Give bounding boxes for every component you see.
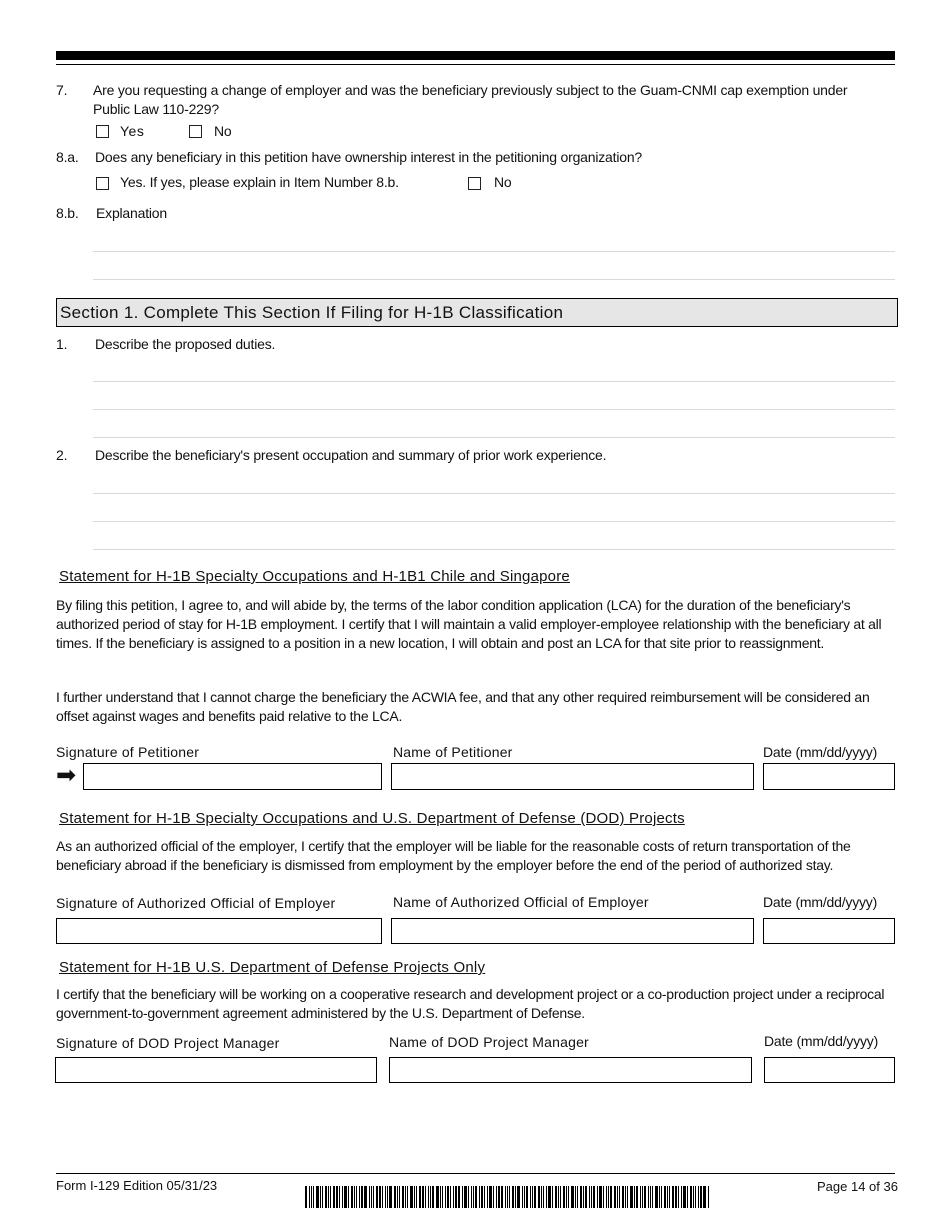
s1-q1-question: Describe the proposed duties. bbox=[95, 336, 276, 352]
s1-q2-answer-line[interactable] bbox=[93, 521, 895, 522]
q8a-number: 8.a. bbox=[56, 149, 79, 165]
q8b-label: Explanation bbox=[96, 205, 167, 221]
s1-q1-number: 1. bbox=[56, 336, 68, 352]
q7-no-label: No bbox=[214, 123, 232, 139]
q8a-yes-checkbox[interactable] bbox=[96, 177, 109, 190]
q8a-question: Does any beneficiary in this petition have ownership interest in the petitioning organization? bbox=[95, 149, 642, 165]
petitioner-signature-label: Signature of Petitioner bbox=[56, 744, 200, 760]
official-date-label: Date (mm/dd/yyyy) bbox=[763, 894, 878, 910]
top-rule-thin bbox=[56, 64, 895, 65]
s1-q2-question: Describe the beneficiary's present occupation and summary of prior work experience. bbox=[95, 447, 607, 463]
s1-q1-answer-line[interactable] bbox=[93, 437, 895, 438]
q7-question-line2: Public Law 110-229? bbox=[93, 101, 219, 117]
official-name-label: Name of Authorized Official of Employer bbox=[393, 894, 649, 910]
q7-question-line1: Are you requesting a change of employer and was the beneficiary previously subject to the Guam-CNMI cap exemption under bbox=[93, 82, 848, 98]
statement-2-paragraph: As an authorized official of the employer, I certify that the employer will be liable for the reasonable costs of return transportation of the beneficiary abroad if the beneficiary is dismissed from employment by the employer before the end of the period of authorized stay. bbox=[56, 838, 851, 873]
official-name-field[interactable] bbox=[391, 918, 754, 944]
top-rule-thick bbox=[56, 51, 895, 60]
s1-q1-answer-line[interactable] bbox=[93, 381, 895, 382]
s1-q1-answer-line[interactable] bbox=[93, 409, 895, 410]
q8b-answer-line[interactable] bbox=[93, 279, 895, 280]
q8a-no-label: No bbox=[494, 174, 512, 190]
statement-3-paragraph: I certify that the beneficiary will be working on a cooperative research and development project or a co-production project under a reciprocal government-to-government agreement administered by the U.S. Department of Defense. bbox=[56, 986, 885, 1021]
footer-form-edition: Form I-129 Edition 05/31/23 bbox=[56, 1178, 218, 1193]
sign-here-arrow-icon: ➡ bbox=[56, 762, 77, 789]
petitioner-date-label: Date (mm/dd/yyyy) bbox=[763, 744, 878, 760]
q7-number: 7. bbox=[56, 82, 68, 98]
s1-q2-answer-line[interactable] bbox=[93, 493, 895, 494]
q7-yes-checkbox[interactable] bbox=[96, 125, 109, 138]
dod-manager-name-label: Name of DOD Project Manager bbox=[389, 1034, 589, 1050]
petitioner-signature-field[interactable] bbox=[83, 763, 382, 790]
petitioner-name-field[interactable] bbox=[391, 763, 754, 790]
official-signature-label: Signature of Authorized Official of Employer bbox=[56, 895, 336, 911]
statement-h1b-dod-title: Statement for H-1B Specialty Occupations and U.S. Department of Defense (DOD) Projects bbox=[59, 810, 685, 827]
barcode-image bbox=[305, 1186, 713, 1208]
q8a-no-checkbox[interactable] bbox=[468, 177, 481, 190]
official-signature-field[interactable] bbox=[56, 918, 382, 944]
q7-yes-label: Yes bbox=[120, 123, 145, 139]
statement-h1b-chile-singapore-title: Statement for H-1B Specialty Occupations and H-1B1 Chile and Singapore bbox=[59, 568, 570, 585]
statement-1-paragraph-2: I further understand that I cannot charge the beneficiary the ACWIA fee, and that any other required reimbursement will be considered an offset against wages and benefits paid relative to the LCA. bbox=[56, 689, 870, 724]
q7-no-checkbox[interactable] bbox=[189, 125, 202, 138]
dod-manager-name-field[interactable] bbox=[389, 1057, 752, 1083]
dod-manager-date-label: Date (mm/dd/yyyy) bbox=[764, 1033, 879, 1049]
statement-dod-only-title: Statement for H-1B U.S. Department of Defense Projects Only bbox=[59, 959, 486, 976]
footer-page-number: Page 14 of 36 bbox=[817, 1179, 898, 1194]
dod-manager-signature-field[interactable] bbox=[55, 1057, 377, 1083]
statement-1-paragraph-1: By filing this petition, I agree to, and will abide by, the terms of the labor condition application (LCA) for the duration of the beneficiary's authorized period of stay for H-1B employment. I certify that I will maintain a valid employer-employee relationship with the beneficiary at all times. If the beneficiary is assigned to a position in a new location, I will obtain and post an LCA for that site prior to reassignment. bbox=[56, 597, 882, 651]
petitioner-date-field[interactable] bbox=[763, 763, 895, 790]
official-date-field[interactable] bbox=[763, 918, 895, 944]
dod-manager-date-field[interactable] bbox=[764, 1057, 895, 1083]
s1-q2-answer-line[interactable] bbox=[93, 549, 895, 550]
section-1-header: Section 1. Complete This Section If Filing for H-1B Classification bbox=[56, 298, 898, 327]
q8b-answer-line[interactable] bbox=[93, 251, 895, 252]
s1-q2-number: 2. bbox=[56, 447, 68, 463]
dod-manager-signature-label: Signature of DOD Project Manager bbox=[56, 1035, 280, 1051]
footer-rule bbox=[56, 1173, 895, 1174]
q8b-number: 8.b. bbox=[56, 205, 79, 221]
petitioner-name-label: Name of Petitioner bbox=[393, 744, 513, 760]
q8a-yes-label: Yes. If yes, please explain in Item Number 8.b. bbox=[120, 174, 399, 190]
